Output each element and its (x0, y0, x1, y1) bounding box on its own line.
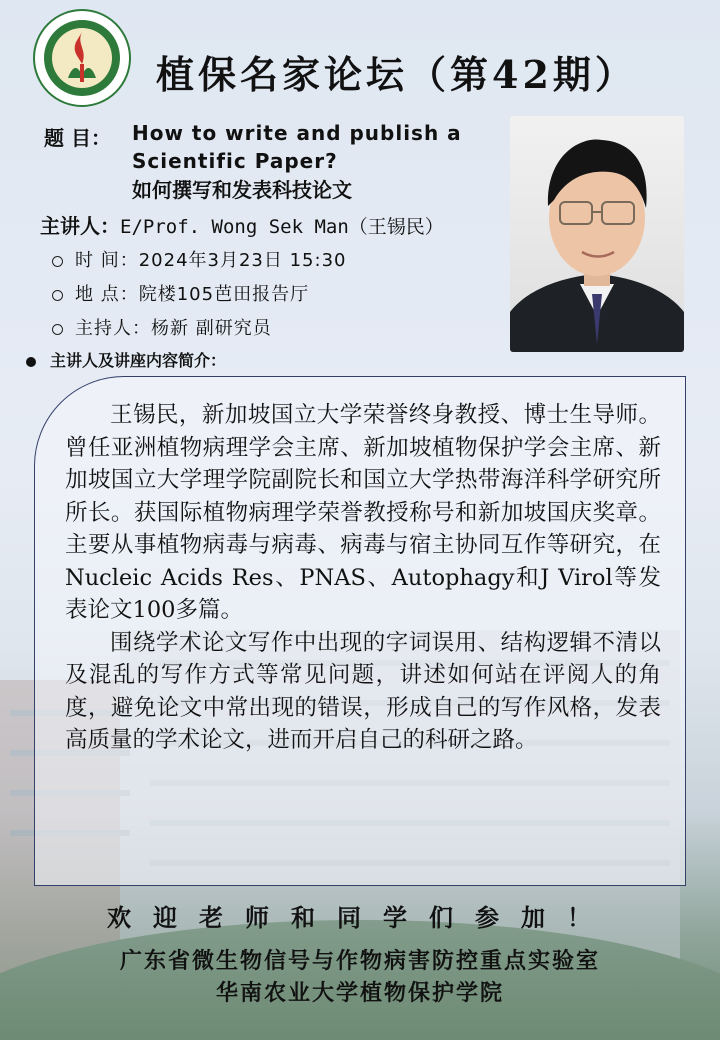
speaker-name-chinese: （王锡民） (348, 216, 444, 238)
talk-summary-paragraph: 围绕学术论文写作中出现的字词误用、结构逻辑不清以及混乱的写作方式等常见问题，讲述如何站在评阅人的角度，避免论文中常出现的错误，形成自己的写作风格，发表高质量的学术论文，进而开启自己的科研之路。 (65, 629, 661, 753)
info-host (52, 314, 272, 340)
bullet-dot-icon (26, 357, 36, 367)
intro-heading-text: 主讲人及讲座内容简介： (50, 351, 227, 370)
circle-bullet-icon (52, 290, 63, 301)
forum-title: 植保名家论坛（第42期） (156, 52, 637, 97)
speaker-bio-paragraph: 王锡民，新加坡国立大学荣誉终身教授、博士生导师。曾任亚洲植物病理学会主席、新加坡植物保护学会主席、新加坡国立大学理学院副院长和国立大学热带海洋科学研究所所长。获国际植物病理学荣誉教授称号和新加坡国庆奖章。主要从事植物病毒与病毒、病毒与宿主协同互作等研究，在Nucleic Acids Res、PNAS、Autophagy和J Virol等发表论文100多篇。 (65, 402, 661, 623)
intro-content-box (34, 376, 686, 886)
place-text: 地 点：院楼105芭田报告厅 (75, 284, 310, 305)
title-label: 题 目： (44, 126, 111, 150)
organizer-lab: 广东省微生物信号与作物病害防控重点实验室 (119, 948, 600, 974)
speaker-photo (510, 116, 684, 352)
college-logo-emblem (32, 8, 132, 108)
info-place (52, 280, 309, 306)
time-text: 时 间：2024年3月23日 15:30 (75, 250, 347, 271)
circle-bullet-icon (52, 324, 63, 335)
circle-bullet-icon (52, 256, 63, 267)
speaker-label: 主讲人： (40, 214, 120, 238)
welcome-line: 欢迎老师和同学们参加！ (107, 903, 613, 932)
talk-title-english: How to write and publish a Scientific Paper? (132, 121, 462, 173)
talk-title-chinese: 如何撰写和发表科技论文 (132, 178, 352, 202)
host-text: 主持人：杨新 副研究员 (75, 318, 272, 339)
speaker-name: E/Prof. Wong Sek Man (120, 216, 349, 238)
organizer-college: 华南农业大学植物保护学院 (215, 980, 504, 1006)
intro-heading (26, 348, 226, 371)
info-time (52, 246, 346, 272)
